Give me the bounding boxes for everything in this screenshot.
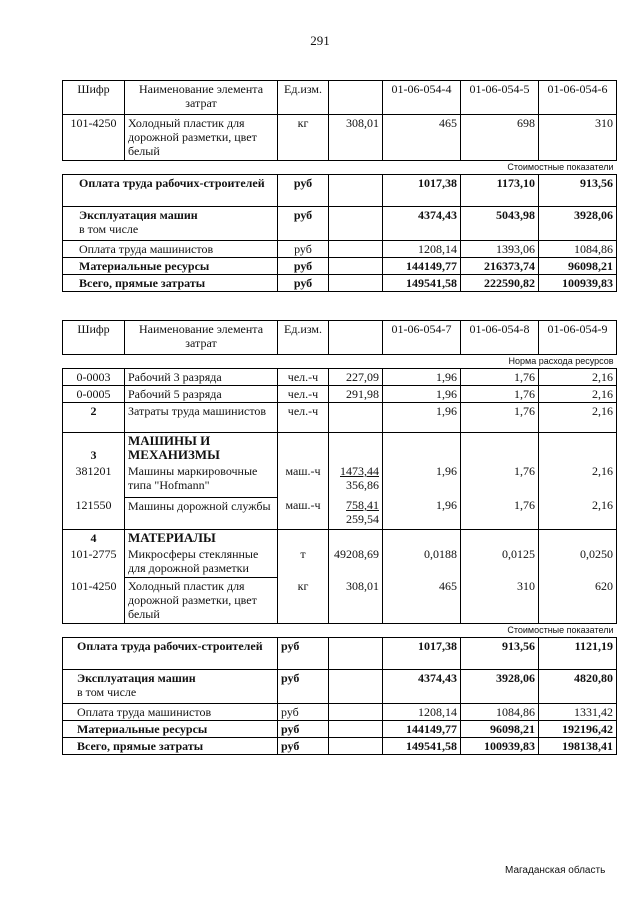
row-value-3: 3928,06 [539, 207, 617, 241]
row-name-cell [63, 670, 278, 704]
table-row [63, 403, 617, 433]
table-row [63, 721, 617, 738]
table-row [63, 241, 617, 258]
table-row [63, 738, 617, 755]
row-code: 101-4250 [63, 578, 125, 624]
row-value-1: 4374,43 [383, 670, 461, 704]
table-row [63, 115, 617, 161]
section-label: Стоимостные показатели [63, 161, 617, 175]
row-code: 2 [63, 403, 125, 433]
header-col-2: 01-06-054-8 [461, 321, 539, 355]
header-col-3: 01-06-054-9 [539, 321, 617, 355]
section-row [63, 624, 617, 638]
row-unit: кг [278, 578, 329, 624]
row-price-cell [329, 497, 383, 529]
row-code: 0-0003 [63, 369, 125, 386]
row-price [329, 403, 383, 433]
row-price [329, 704, 383, 721]
row-price-secondary: 259,54 [346, 512, 379, 526]
row-value-3: 1331,42 [539, 704, 617, 721]
row-name: Всего, прямые затраты [63, 738, 278, 755]
page-number: 291 [310, 33, 330, 48]
table-row [63, 463, 617, 497]
row-price [329, 670, 383, 704]
row-value-2: 913,56 [461, 638, 539, 670]
header-col-1: 01-06-054-4 [383, 81, 461, 115]
row-price [329, 638, 383, 670]
row-price: 227,09 [329, 369, 383, 386]
row-unit: руб [278, 207, 329, 241]
row-name: Эксплуатация машин [77, 671, 196, 685]
row-value-1: 465 [383, 578, 461, 624]
row-value-2: 222590,82 [461, 275, 539, 292]
row-price: 308,01 [329, 578, 383, 624]
row-value-3: 2,16 [539, 463, 617, 497]
group-unit [278, 433, 329, 464]
row-price [329, 738, 383, 755]
header-price [329, 321, 383, 355]
row-name: Оплата труда машинистов [63, 241, 278, 258]
group-value-3 [539, 433, 617, 464]
row-price: 291,98 [329, 386, 383, 403]
group-unit [278, 529, 329, 546]
row-unit: руб [278, 241, 329, 258]
group-value-1 [383, 433, 461, 464]
section-row [63, 161, 617, 175]
table-row [63, 386, 617, 403]
table-row [63, 497, 617, 529]
table-row [63, 578, 617, 624]
group-value-2 [461, 433, 539, 464]
row-value-2: 1,76 [461, 403, 539, 433]
row-value-2: 310 [461, 578, 539, 624]
group-value-2 [461, 529, 539, 546]
row-price [329, 275, 383, 292]
header-unit: Ед.изм. [278, 81, 329, 115]
row-value-2: 1,76 [461, 497, 539, 529]
table-row [63, 175, 617, 207]
table-row [63, 258, 617, 275]
row-name: Затраты труда машинистов [125, 403, 278, 433]
row-unit: руб [278, 670, 329, 704]
row-unit: чел.-ч [278, 386, 329, 403]
row-price [329, 721, 383, 738]
header-unit: Ед.изм. [278, 321, 329, 355]
row-value-1: 144149,77 [383, 721, 461, 738]
row-name: Эксплуатация машин [79, 208, 198, 222]
row-unit: чел.-ч [278, 403, 329, 433]
header-col-2: 01-06-054-5 [461, 81, 539, 115]
row-value-2: 698 [461, 115, 539, 161]
group-row [63, 433, 617, 464]
row-code: 101-4250 [63, 115, 125, 161]
row-price [329, 175, 383, 207]
row-value-3: 96098,21 [539, 258, 617, 275]
table-row [63, 670, 617, 704]
row-name: Материальные ресурсы [63, 721, 278, 738]
row-value-1: 1208,14 [383, 704, 461, 721]
header-col-3: 01-06-054-6 [539, 81, 617, 115]
row-name: Микросферы стеклянные для дорожной разметки [125, 546, 278, 578]
group-row [63, 529, 617, 546]
row-price: 1473,44 [340, 464, 379, 478]
group-name: МАТЕРИАЛЫ [125, 529, 278, 546]
row-value-3: 1084,86 [539, 241, 617, 258]
row-value-1: 1017,38 [383, 638, 461, 670]
row-value-3: 2,16 [539, 386, 617, 403]
row-name: Всего, прямые затраты [63, 275, 278, 292]
group-value-3 [539, 529, 617, 546]
row-code: 381201 [63, 463, 125, 497]
cost-table-1 [62, 80, 617, 292]
row-code: 121550 [63, 497, 125, 529]
row-value-1: 1,96 [383, 386, 461, 403]
row-price-cell [329, 463, 383, 497]
row-unit: руб [278, 275, 329, 292]
row-name: Машины дорожной службы [125, 497, 278, 529]
row-unit: маш.-ч [278, 463, 329, 497]
row-unit: т [278, 546, 329, 578]
footer-region: Магаданская область [505, 865, 606, 876]
row-value-3: 2,16 [539, 403, 617, 433]
row-value-2: 0,0125 [461, 546, 539, 578]
table-row [63, 369, 617, 386]
row-name: Материальные ресурсы [63, 258, 278, 275]
row-code: 0-0005 [63, 386, 125, 403]
row-unit: руб [278, 721, 329, 738]
group-price [329, 529, 383, 546]
row-name: Рабочий 5 разряда [125, 386, 278, 403]
row-unit: руб [278, 258, 329, 275]
row-unit: руб [278, 175, 329, 207]
row-value-1: 1,96 [383, 497, 461, 529]
row-value-3: 1121,19 [539, 638, 617, 670]
row-name: Холодный пластик для дорожной разметки, цвет белый [125, 578, 278, 624]
row-value-1: 1,96 [383, 403, 461, 433]
table-row [63, 546, 617, 578]
section-label: Норма расхода ресурсов [63, 355, 617, 369]
row-price [329, 207, 383, 241]
row-value-3: 192196,42 [539, 721, 617, 738]
row-value-3: 913,56 [539, 175, 617, 207]
row-value-2: 5043,98 [461, 207, 539, 241]
row-name: Оплата труда рабочих-строителей [63, 638, 278, 670]
table-row [63, 275, 617, 292]
row-unit: руб [278, 738, 329, 755]
row-value-1: 149541,58 [383, 738, 461, 755]
row-value-2: 1084,86 [461, 704, 539, 721]
row-price: 49208,69 [329, 546, 383, 578]
row-unit: кг [278, 115, 329, 161]
section-row [63, 355, 617, 369]
row-price: 758,41 [346, 498, 379, 512]
row-value-2: 1173,10 [461, 175, 539, 207]
table-header [63, 81, 617, 115]
row-name: Рабочий 3 разряда [125, 369, 278, 386]
row-value-3: 2,16 [539, 497, 617, 529]
table-row [63, 638, 617, 670]
group-name: МАШИНЫ И МЕХАНИЗМЫ [125, 433, 278, 464]
row-value-1: 4374,43 [383, 207, 461, 241]
header-code: Шифр [63, 81, 125, 115]
row-price: 308,01 [329, 115, 383, 161]
row-price [329, 241, 383, 258]
header-col-1: 01-06-054-7 [383, 321, 461, 355]
header-code: Шифр [63, 321, 125, 355]
row-subtitle: в том числе [77, 685, 137, 699]
row-value-2: 100939,83 [461, 738, 539, 755]
row-unit: руб [278, 704, 329, 721]
row-subtitle: в том числе [79, 222, 139, 236]
table-row [63, 704, 617, 721]
row-price [329, 258, 383, 275]
row-value-2: 216373,74 [461, 258, 539, 275]
row-value-3: 0,0250 [539, 546, 617, 578]
header-name: Наименование элемента затрат [125, 81, 278, 115]
row-value-1: 0,0188 [383, 546, 461, 578]
row-name: Холодный пластик для дорожной разметки, цвет белый [125, 115, 278, 161]
row-unit: чел.-ч [278, 369, 329, 386]
row-value-2: 1,76 [461, 386, 539, 403]
row-value-3: 4820,80 [539, 670, 617, 704]
section-label: Стоимостные показатели [63, 624, 617, 638]
row-value-2: 1,76 [461, 369, 539, 386]
group-code: 3 [63, 433, 125, 464]
row-value-3: 620 [539, 578, 617, 624]
row-value-2: 1393,06 [461, 241, 539, 258]
row-name: Оплата труда машинистов [63, 704, 278, 721]
row-value-2: 96098,21 [461, 721, 539, 738]
row-value-1: 149541,58 [383, 275, 461, 292]
row-value-1: 1017,38 [383, 175, 461, 207]
row-value-3: 198138,41 [539, 738, 617, 755]
row-value-1: 1,96 [383, 463, 461, 497]
group-code: 4 [63, 529, 125, 546]
group-value-1 [383, 529, 461, 546]
row-value-2: 1,76 [461, 463, 539, 497]
row-value-3: 310 [539, 115, 617, 161]
row-value-1: 1,96 [383, 369, 461, 386]
header-price [329, 81, 383, 115]
cost-table-2 [62, 320, 617, 755]
row-unit: руб [278, 638, 329, 670]
table-row [63, 207, 617, 241]
row-code: 101-2775 [63, 546, 125, 578]
row-price-secondary: 356,86 [346, 478, 379, 492]
header-name: Наименование элемента затрат [125, 321, 278, 355]
row-name: Оплата труда рабочих-строителей [63, 175, 278, 207]
row-value-1: 144149,77 [383, 258, 461, 275]
row-unit: маш.-ч [278, 497, 329, 529]
table-header [63, 321, 617, 355]
row-name: Машины маркировочные типа "Hofmann" [125, 463, 278, 497]
row-value-1: 465 [383, 115, 461, 161]
group-price [329, 433, 383, 464]
row-value-1: 1208,14 [383, 241, 461, 258]
row-value-3: 100939,83 [539, 275, 617, 292]
row-name-cell [63, 207, 278, 241]
row-value-2: 3928,06 [461, 670, 539, 704]
row-value-3: 2,16 [539, 369, 617, 386]
